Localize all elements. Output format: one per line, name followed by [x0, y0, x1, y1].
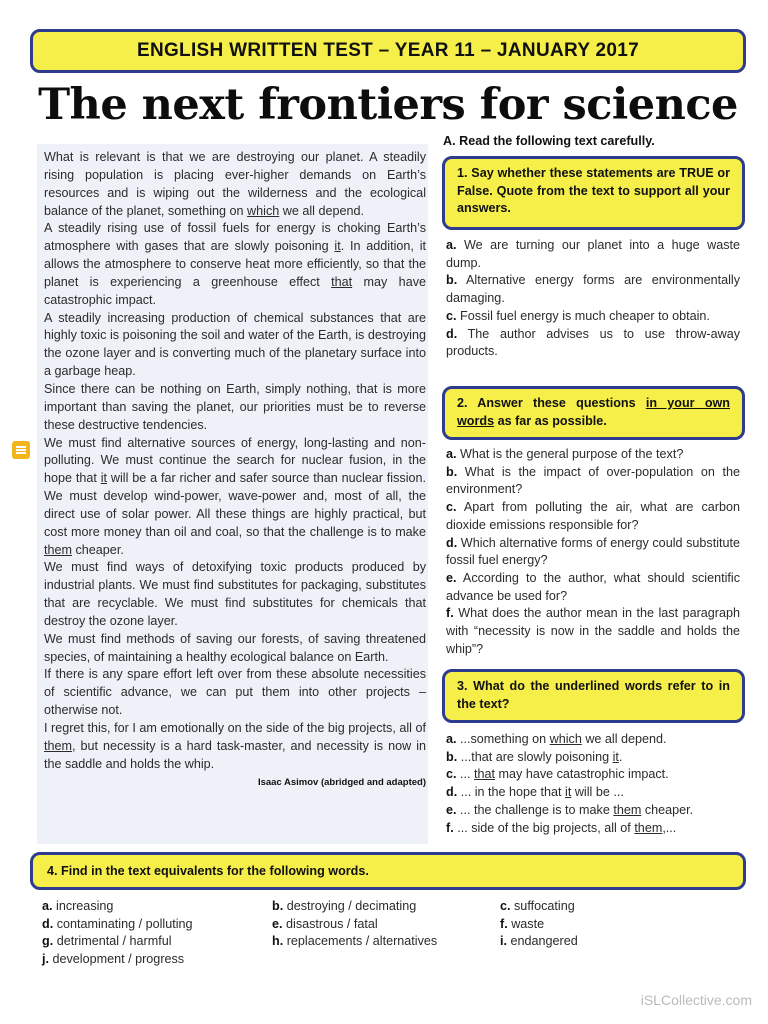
question-4-box	[30, 852, 746, 890]
item-letter: b.	[272, 899, 284, 913]
underlined-word: it	[565, 785, 572, 800]
item-letter: i.	[500, 934, 507, 949]
vocab-item	[500, 916, 544, 934]
list-item	[446, 464, 740, 499]
text-span: A steadily rising use of fossil fuels for energy is choking Earth’s atmosphere with gases that are slowly poisoning	[44, 221, 426, 254]
source-attribution: Isaac Asimov (abridged and adapted)	[257, 776, 426, 788]
item-text: replacements / alternatives	[283, 934, 438, 949]
vocab-item	[272, 898, 500, 916]
item-text: detrimental / harmful	[53, 934, 172, 949]
item-text: .	[618, 749, 623, 764]
item-letter: c.	[446, 500, 457, 515]
underlined-phrase: in your own words	[457, 396, 730, 428]
item-text: Which alternative forms of energy could substitute fossil fuel energy?	[446, 535, 740, 568]
list-item	[446, 784, 740, 802]
item-text: suffocating	[510, 899, 575, 913]
item-letter: a.	[446, 238, 457, 252]
item-text: endangered	[507, 934, 578, 949]
list-item	[446, 308, 740, 326]
paragraph: If there is any spare effort left over from these absolute necessities of scientific advance, we can put them into other projects – otherwise not.	[44, 667, 426, 718]
item-text: ...something on	[456, 732, 550, 746]
underlined-word: them	[634, 820, 663, 835]
list-item	[446, 535, 740, 570]
item-letter: j.	[42, 952, 49, 967]
vocab-item	[272, 933, 500, 951]
list-item	[446, 326, 740, 361]
item-letter: e.	[446, 802, 457, 817]
comment-icon[interactable]	[12, 441, 30, 459]
page-title: The next frontiers for science	[38, 80, 738, 130]
paragraph	[44, 220, 426, 309]
list-item	[446, 766, 740, 784]
item-text: waste	[507, 916, 545, 931]
vocab-row	[42, 951, 742, 969]
paragraph: A steadily increasing production of chemical substances that are highly toxic is poisoning the soil and water of the Earth, is destroying the ozone layer and is converting much of the planetary surface into a garbage heap.	[44, 310, 426, 379]
item-letter: a.	[446, 447, 457, 461]
reading-text	[44, 149, 426, 791]
list-item	[446, 570, 740, 605]
item-letter: c.	[500, 899, 511, 913]
underlined-word: them	[44, 738, 72, 753]
list-item	[446, 446, 740, 464]
section-a-instruction: A. Read the following text carefully.	[443, 134, 655, 148]
text-span: may have catastrophic impact.	[44, 274, 426, 307]
item-letter: d.	[446, 535, 458, 550]
vocab-item	[500, 898, 575, 916]
item-text: disastrous / fatal	[282, 916, 378, 931]
paragraph: We must find methods of saving our forests, of saving threatened species, of maintaining a healthy ecological balance on Earth.	[44, 631, 426, 664]
item-letter: d.	[446, 326, 458, 341]
item-letter: c.	[446, 767, 457, 782]
paragraph: Since there can be nothing on Earth, simply nothing, that is more important than saving the planet, our priorities must be to reverse these destructive tendencies.	[44, 381, 426, 432]
item-letter: a.	[42, 899, 53, 913]
item-text: Alternative energy forms are environmentally damaging.	[446, 273, 740, 306]
list-item	[446, 499, 740, 534]
list-item	[446, 237, 740, 272]
question-4-prompt: 4. Find in the text equivalents for the following words.	[47, 864, 369, 878]
item-text: increasing	[52, 899, 114, 913]
item-letter: g.	[42, 934, 54, 949]
vocab-row	[42, 898, 742, 916]
item-text: development / progress	[49, 952, 185, 967]
item-letter: d.	[446, 785, 458, 800]
item-text: What does the author mean in the last paragraph with “necessity is now in the saddle and holds the whip”?	[446, 606, 740, 656]
question-2-box	[442, 386, 745, 440]
item-letter: b.	[446, 273, 458, 288]
item-text: ...	[456, 767, 475, 782]
item-letter: e.	[272, 916, 283, 931]
item-text: What is the impact of over-population on the environment?	[446, 464, 740, 497]
list-item	[446, 749, 740, 767]
question-1-prompt: 1. Say whether these statements are TRUE or False. Quote from the text to support all your answers.	[457, 166, 730, 215]
item-text: destroying / decimating	[283, 899, 417, 913]
item-text: we all depend.	[581, 732, 667, 746]
watermark: iSLCollective.com	[640, 992, 752, 1008]
text-span: cheaper.	[72, 542, 124, 557]
paragraph	[44, 720, 426, 774]
vocabulary-grid	[42, 898, 742, 969]
vocab-row	[42, 916, 742, 934]
vocab-item	[42, 916, 272, 934]
item-letter: c.	[446, 308, 457, 323]
text-span: We must find alternative sources of energy, long-lasting and non-polluting. We must continue the search for nuclear fusion, in the hope that	[44, 435, 426, 486]
item-text: ,...	[662, 820, 677, 835]
underlined-word: them	[44, 542, 72, 557]
underlined-word: it	[334, 239, 341, 254]
underlined-word: that	[474, 767, 496, 782]
paragraph	[44, 149, 426, 220]
question-2-list	[446, 446, 740, 658]
vocab-item	[500, 933, 578, 951]
item-text: ... the challenge is to make	[456, 802, 614, 817]
text-span: What is relevant is that we are destroying our planet. A steadily rising population is placing ever-higher demands on Earth’s resources and is wiping out the wilderness and the ecological balance of the planet, something on	[44, 150, 426, 218]
underlined-word: them	[613, 802, 642, 817]
text-span: will be a far richer and safer source than nuclear fission. We must develop wind-power, wave-power and, most of all, the direct use of solar power. All these things are highly practical, but cost more money than oil and coal, so that the challenge is to make	[44, 471, 426, 539]
item-text: cheaper.	[641, 802, 694, 817]
item-letter: a.	[446, 732, 457, 746]
item-text: We are turning our planet into a huge waste dump.	[446, 238, 740, 270]
underlined-word: it	[100, 471, 108, 486]
list-item	[446, 605, 740, 658]
item-text: contaminating / polluting	[53, 916, 193, 931]
question-2-prompt-end: as far as possible.	[494, 413, 607, 428]
item-letter: d.	[42, 916, 54, 931]
paragraph	[44, 435, 426, 560]
text-span: . In addition, it allows the atmosphere to conserve heat more efficiently, so that the planet is experiencing a greenhouse effect	[44, 239, 426, 289]
item-text: Fossil fuel energy is much cheaper to obtain.	[456, 308, 710, 323]
question-1-box	[442, 156, 745, 230]
underlined-word: which	[247, 203, 280, 218]
item-text: Apart from polluting the air, what are carbon dioxide emissions responsible for?	[446, 500, 740, 532]
list-item	[446, 272, 740, 307]
item-text: The author advises us to use throw-away products.	[446, 326, 740, 359]
underlined-word: which	[549, 732, 582, 746]
text-span: , but necessity is a hard task-master, and necessity is now in the saddle and holds the whip.	[44, 738, 426, 771]
item-text: may have catastrophic impact.	[495, 767, 669, 782]
question-3-box	[442, 669, 745, 723]
item-letter: e.	[446, 570, 457, 585]
list-item	[446, 820, 740, 838]
question-2-prompt: 2. Answer these questions	[457, 396, 646, 410]
item-letter: b.	[446, 749, 458, 764]
item-text: ... in the hope that	[457, 785, 566, 800]
text-span: we all depend.	[279, 203, 364, 218]
text-span: I regret this, for I am emotionally on the side of the big projects, all of	[44, 721, 426, 735]
test-header-text: ENGLISH WRITTEN TEST – YEAR 11 – JANUARY 2017	[136, 40, 639, 61]
vocab-item	[42, 898, 272, 916]
item-text: will be ...	[571, 785, 624, 800]
question-1-list	[446, 237, 740, 361]
list-item	[446, 802, 740, 820]
question-3-prompt: 3. What do the underlined words refer to in the text?	[457, 679, 730, 711]
vocab-item	[42, 951, 272, 969]
item-text: What is the general purpose of the text?	[456, 447, 684, 461]
item-letter: f.	[446, 606, 454, 621]
underlined-word: it	[612, 749, 619, 764]
item-text: ... side of the big projects, all of	[453, 820, 635, 835]
vocab-item	[272, 916, 500, 934]
test-header-banner	[30, 29, 746, 73]
item-text: According to the author, what should scientific advance be used for?	[446, 570, 740, 603]
question-3-list	[446, 731, 740, 837]
vocab-item	[42, 933, 272, 951]
item-letter: h.	[272, 934, 284, 949]
paragraph: We must find ways of detoxifying toxic products produced by industrial plants. We must find substitutes for packaging, substitutes that are recyclable. We must find substitutes for chemicals that destroy the ozone layer.	[44, 560, 426, 628]
item-letter: f.	[446, 820, 454, 835]
item-letter: b.	[446, 464, 458, 479]
underlined-word: that	[331, 274, 353, 289]
item-text: ...that are slowly poisoning	[457, 749, 613, 764]
item-letter: f.	[500, 916, 508, 931]
list-item	[446, 731, 740, 749]
vocab-row	[42, 933, 742, 951]
